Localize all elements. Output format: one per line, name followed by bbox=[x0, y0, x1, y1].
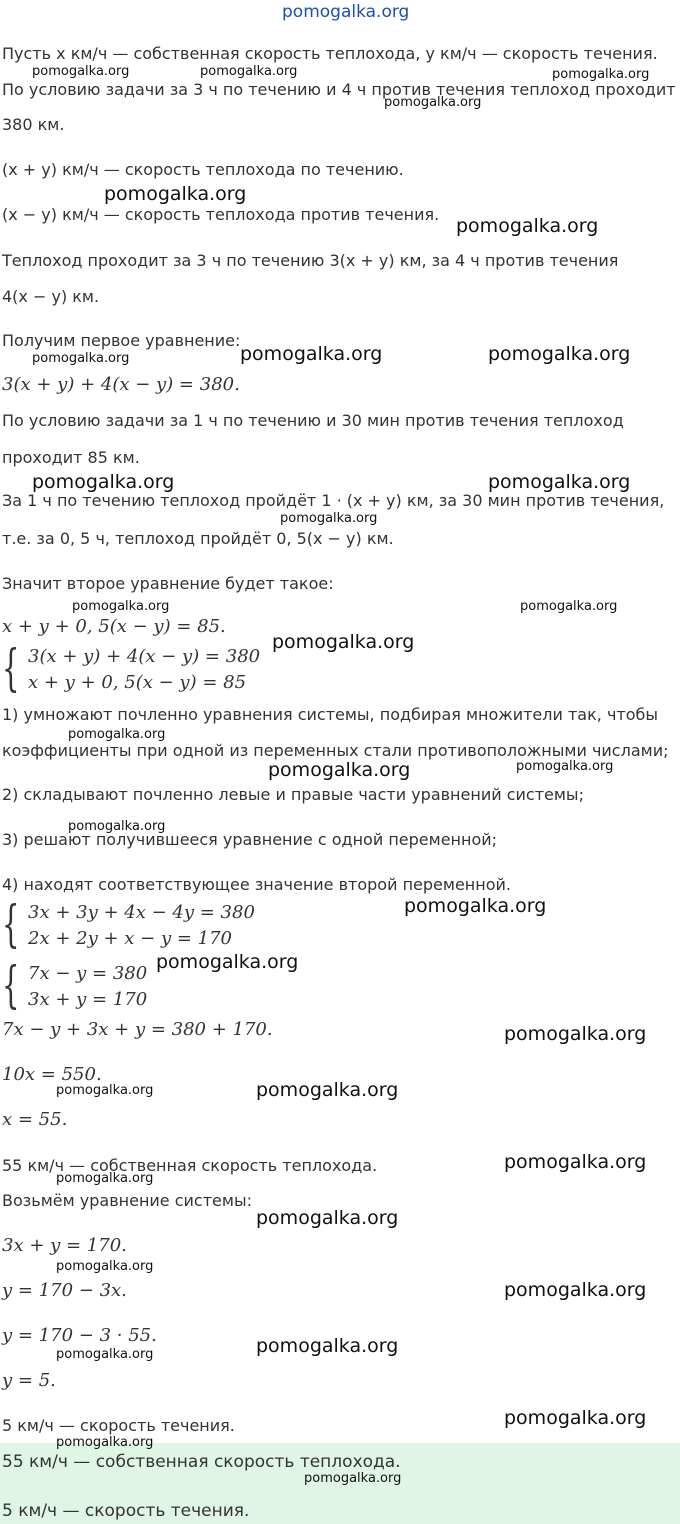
watermark: pomogalka.org bbox=[56, 1347, 154, 1362]
text-line: 2) складывают почленно левые и правые части уравнений системы; bbox=[2, 785, 584, 804]
text-line: Теплоход проходит за 3 ч по течению 3(x + y) км, за 4 ч против течения bbox=[2, 251, 619, 270]
watermark: pomogalka.org bbox=[256, 1335, 399, 1357]
brace-icon: { bbox=[2, 956, 20, 1014]
watermark: pomogalka.org bbox=[256, 1207, 399, 1229]
brace-icon: { bbox=[2, 639, 20, 697]
text-line: 5 км/ч — скорость течения. bbox=[2, 1416, 235, 1435]
text-line: По условию задачи за 3 ч по течению и 4 ч против течения теплоход проходит bbox=[2, 80, 676, 99]
watermark: pomogalka.org bbox=[504, 1407, 647, 1429]
watermark: pomogalka.org bbox=[200, 64, 298, 79]
watermark: pomogalka.org bbox=[268, 759, 411, 781]
watermark: pomogalka.org bbox=[68, 819, 166, 834]
equation-system bbox=[2, 639, 302, 697]
watermark: pomogalka.org bbox=[272, 631, 415, 653]
watermark: pomogalka.org bbox=[68, 727, 166, 742]
text-line: 55 км/ч — собственная скорость теплохода. bbox=[2, 1156, 378, 1175]
equation-system bbox=[2, 895, 302, 953]
system-equation: 3x + 3y + 4x − 4y = 380 bbox=[28, 902, 255, 923]
watermark: pomogalka.org bbox=[32, 351, 130, 366]
equation: x + y + 0, 5(x − y) = 85. bbox=[2, 616, 226, 637]
watermark: pomogalka.org bbox=[456, 215, 599, 237]
watermark: pomogalka.org bbox=[520, 599, 618, 614]
text-line: За 1 ч по течению теплоход пройдёт 1 · (x + y) км, за 30 мин против течения, bbox=[2, 491, 665, 510]
watermark: pomogalka.org bbox=[156, 951, 299, 973]
answer-line: 5 км/ч — скорость течения. bbox=[2, 1501, 250, 1521]
watermark: pomogalka.org bbox=[504, 1279, 647, 1301]
system-equation: x + y + 0, 5(x − y) = 85 bbox=[28, 672, 247, 693]
equation: 3(x + y) + 4(x − y) = 380. bbox=[2, 374, 240, 395]
system-equation: 7x − y = 380 bbox=[28, 963, 148, 984]
watermark: pomogalka.org bbox=[280, 511, 378, 526]
equation: x = 55. bbox=[2, 1109, 68, 1130]
watermark: pomogalka.org bbox=[404, 895, 547, 917]
watermark: pomogalka.org bbox=[304, 1471, 402, 1486]
text-line: 4(x − y) км. bbox=[2, 287, 100, 306]
equation: 10x = 550. bbox=[2, 1064, 102, 1085]
watermark: pomogalka.org bbox=[56, 1171, 154, 1186]
equation: y = 170 − 3 · 55. bbox=[2, 1325, 157, 1346]
system-equation: 3x + y = 170 bbox=[28, 989, 148, 1010]
watermark: pomogalka.org bbox=[56, 1083, 154, 1098]
text-line: 1) умножают почленно уравнения системы, подбирая множители так, чтобы bbox=[2, 705, 659, 724]
text-line: т.е. за 0, 5 ч, теплоход пройдёт 0, 5(x − y) км. bbox=[2, 529, 394, 548]
text-line: Получим первое уравнение: bbox=[2, 331, 241, 350]
equation: 3x + y = 170. bbox=[2, 1235, 127, 1256]
text-line: (x − y) км/ч — скорость теплохода против течения. bbox=[2, 205, 440, 224]
text-line: 380 км. bbox=[2, 115, 65, 134]
brace-icon: { bbox=[2, 895, 20, 953]
watermark: pomogalka.org bbox=[384, 95, 482, 110]
text-line: Значит второе уравнение будет такое: bbox=[2, 574, 334, 593]
watermark: pomogalka.org bbox=[488, 471, 631, 493]
system-equation: 3(x + y) + 4(x − y) = 380 bbox=[28, 646, 261, 667]
watermark: pomogalka.org bbox=[516, 759, 614, 774]
text-line: (x + y) км/ч — скорость теплохода по течению. bbox=[2, 160, 404, 179]
text-line: 3) решают получившееся уравнение с одной переменной; bbox=[2, 830, 498, 849]
watermark: pomogalka.org bbox=[256, 1079, 399, 1101]
text-line: коэффициенты при одной из переменных стали противоположными числами; bbox=[2, 741, 669, 760]
text-line: По условию задачи за 1 ч по течению и 30 мин против течения теплоход bbox=[2, 411, 624, 430]
watermark: pomogalka.org bbox=[104, 183, 247, 205]
watermark: pomogalka.org bbox=[72, 599, 170, 614]
watermark: pomogalka.org bbox=[32, 64, 130, 79]
text-line: Пусть x км/ч — собственная скорость теплохода, y км/ч — скорость течения. bbox=[2, 44, 658, 63]
answer-line: 55 км/ч — собственная скорость теплохода. bbox=[2, 1452, 401, 1472]
watermark: pomogalka.org bbox=[56, 1259, 154, 1274]
text-line: 4) находят соответствующее значение второй переменной. bbox=[2, 875, 511, 894]
site-link[interactable]: pomogalka.org bbox=[282, 2, 410, 22]
text-line: Возьмём уравнение системы: bbox=[2, 1191, 252, 1210]
text-line: проходит 85 км. bbox=[2, 448, 140, 467]
watermark: pomogalka.org bbox=[488, 343, 631, 365]
equation: 7x − y + 3x + y = 380 + 170. bbox=[2, 1019, 273, 1040]
system-equation: 2x + 2y + x − y = 170 bbox=[28, 928, 233, 949]
watermark: pomogalka.org bbox=[32, 471, 175, 493]
watermark: pomogalka.org bbox=[56, 1435, 154, 1450]
equation: y = 5. bbox=[2, 1370, 56, 1391]
watermark: pomogalka.org bbox=[240, 343, 383, 365]
watermark: pomogalka.org bbox=[552, 67, 650, 82]
watermark: pomogalka.org bbox=[504, 1151, 647, 1173]
equation: y = 170 − 3x. bbox=[2, 1280, 127, 1301]
watermark: pomogalka.org bbox=[504, 1023, 647, 1045]
